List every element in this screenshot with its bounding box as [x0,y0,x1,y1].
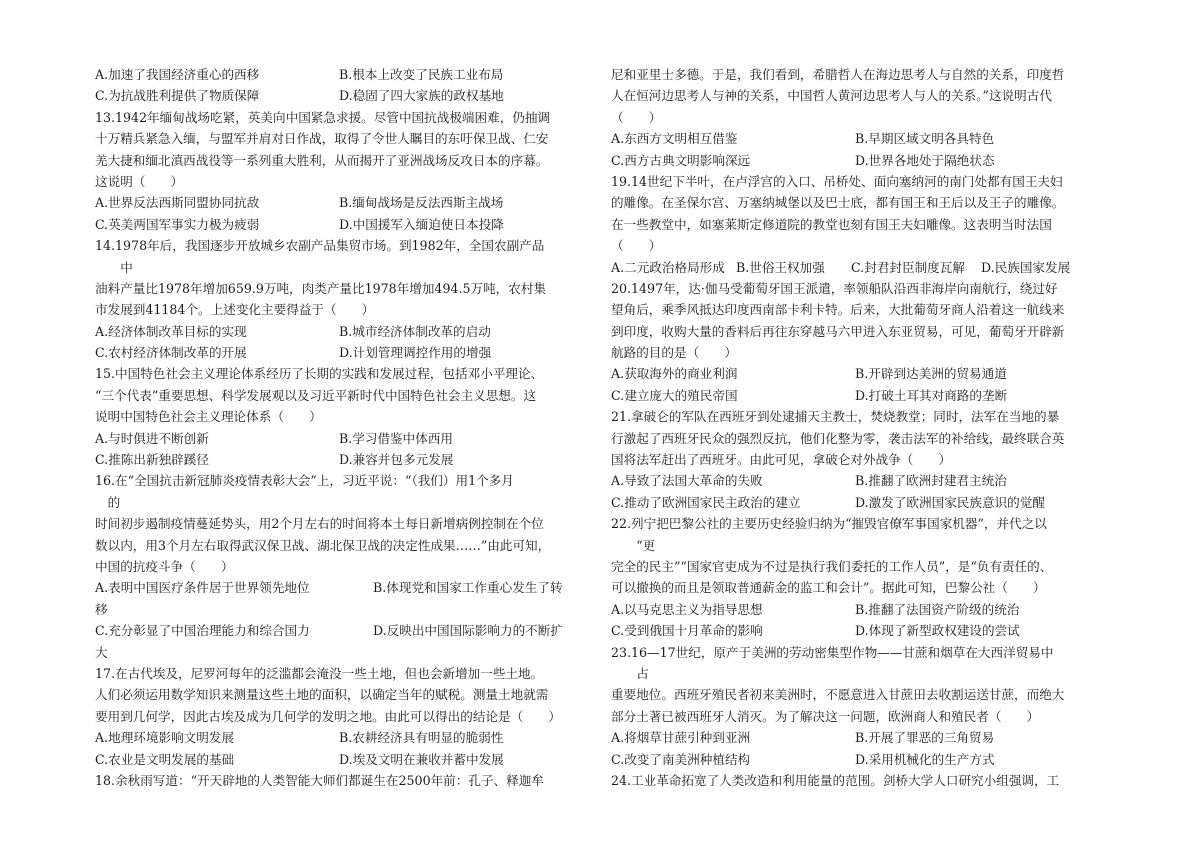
question-text-line: 18.余秋雨写道：“开天辟地的人类智能大师们都诞生在2500年前：孔子、释迦牟 [95,772,544,788]
question-text-line: 22.列宁把巴黎公社的主要历史经验归纳为“摧毁官僚军事国家机器”，并代之以 [611,516,1047,532]
question-text-line: 到印度，收购大量的香料后再往东穿越马六甲进入东亚贸易，可见，葡萄牙开辟新 [611,323,1065,339]
question-text-line: 20.1497年，达·伽马受葡萄牙国王派遣，率领船队沿西非海岸向南航行，绕过好 [611,280,1058,296]
question-text-line: 在一些教堂中，如塞莱斯定修道院的教堂也刻有国王夫妇雕像。这表明当时法国 [611,216,1052,232]
answer-option: A.二元政治格局形成 [611,259,725,275]
answer-option: C.农业是文明发展的基础 [95,751,235,767]
answer-option: A.世界反法西斯同盟协同抗敌 [95,195,260,211]
answer-options-row [95,620,610,641]
answer-option: D.中国援军入缅迫使日本投降 [339,216,504,232]
question-text-line: 13.1942年缅甸战场吃紧，英美向中国紧急求援。尽管中国抗战极端困难，仍抽调 [95,109,551,125]
answer-options-row [95,64,610,85]
question-text-line: 望角后，乘季风抵达印度西南部卡利卡特。后来，大批葡萄牙商人沿着这一航线来 [611,302,1065,318]
question-text-line: 16.在“全国抗击新冠肺炎疫情表彰大会”上，习近平说：“（我们）用1个多月 [95,473,514,489]
question-text-line: 要用到几何学，因此古埃及成为几何学的发明之地。由此可以得出的结论是（ ） [95,708,561,724]
question-text-line: 说明中国特色社会主义理论体系（ ） [95,409,322,425]
question-text-line: 部分土著已被西班牙人消灭。为了解决这一问题，欧洲商人和殖民者（ ） [611,708,1040,724]
answer-option: D.稳固了四大家族的政权基地 [339,88,504,104]
answer-options-row [95,321,610,342]
question-text-line: 21.拿破仑的军队在西班牙到处逮捕天主教士，焚烧教堂；同时，法军在当地的暴 [611,409,1060,425]
answer-options-row [95,214,610,235]
question-text-line: 移 [95,601,108,617]
answer-options-row [95,192,610,213]
question-text-line: 19.14世纪下半叶，在卢浮宫的入口、吊桥处、面向塞纳河的南门处都有国王夫妇 [611,173,1063,189]
answer-option: C.受到俄国十月革命的影响 [611,623,763,639]
answer-options-row [611,492,1126,513]
answer-option: C.英美两国军事实力极为疲弱 [95,216,260,232]
answer-option: B.缅甸战场是反法西斯主战场 [339,195,504,211]
answer-option: C.充分彰显了中国治理能力和综合国力 [95,623,310,639]
question-text-line: 人在恒河边思考人与神的关系，中国哲人黄河边思考人与人的关系。”这说明古代 [611,88,1052,104]
question-text-line: 国将法军赶出了西班牙。由此可见，拿破仑对外战争（ ） [611,452,952,468]
answer-option: C.为抗战胜利提供了物质保障 [95,88,260,104]
question-text-line: 行激起了西班牙民众的强烈反抗，他们化整为零，袭击法军的补给线，最终联合英 [611,430,1065,446]
answer-option: D.打破土耳其对商路的垄断 [855,387,1008,403]
answer-option: A.将烟草甘蔗引种到亚洲 [611,730,751,746]
question-text-line: 的 [95,494,121,510]
question-text-line: 十万精兵紧急入缅，与盟军并肩对日作战，取得了令世人瞩目的东吁保卫战、仁安 [95,131,549,147]
question-text-line: 的雕像。在圣保尔宫、万塞纳城堡以及巴士底，都有国王和王后以及王子的雕像。 [611,195,1065,211]
question-text-line: 中国的抗疫斗争（ ） [95,558,234,574]
answer-option: B.开展了罪恶的三角贸易 [855,730,995,746]
question-text-line: 24.工业革命拓宽了人类改造和利用能量的范围。剑桥大学人口研究小组强调，工 [611,772,1060,788]
answer-option: A.导致了法国大革命的失败 [611,473,763,489]
answer-option: B.推翻了欧洲封建君主统治 [855,473,1007,489]
right-column [611,64,1126,791]
answer-option: D.世界各地处于隔绝状态 [855,152,995,168]
answer-options-row [95,577,610,598]
question-text-line: 重要地位。西班牙殖民者初来美洲时，不愿意进入甘蔗田去收割运送甘蔗，而绝大 [611,687,1065,703]
answer-options-row [95,342,610,363]
question-text-line: 中 [95,259,133,275]
answer-option: A.以马克思主义为指导思想 [611,601,763,617]
question-text-line: 15.中国特色社会主义理论体系经历了长期的实践和发展过程，包括邓小平理论、 [95,366,544,382]
question-text-line: 时间初步遏制疫情蔓延势头，用2个月左右的时间将本土每日新增病例控制在个位 [95,516,544,532]
answer-option: A.加速了我国经济重心的西移 [95,67,260,82]
question-text-line: 14.1978年后，我国逐步开放城乡农副产品集贸市场。到1982年，全国农副产品 [95,238,545,254]
answer-option: A.东西方文明相互借鉴 [611,131,738,147]
answer-option: B.开辟到达美洲的贸易通道 [855,366,1007,382]
answer-options-row [95,428,610,449]
answer-option: A.经济体制改革目标的实现 [95,323,247,339]
question-text-line: “更 [611,537,656,553]
answer-option: B.推翻了法国资产阶级的统治 [855,601,1020,617]
answer-option: C.推动了欧洲国家民主政治的建立 [611,494,801,510]
answer-options-row [611,363,1126,384]
answer-option: A.表明中国医疗条件居于世界领先地位 [95,580,310,596]
answer-options-row [95,449,610,470]
answer-option: D.民族国家发展 [981,259,1071,275]
question-text-line: （ ） [611,238,662,254]
answer-options-row [611,257,1126,278]
answer-option: B.早期区域文明各具特色 [855,131,995,147]
answer-options-row [611,727,1126,748]
answer-option: D.兼容并包多元发展 [339,452,454,468]
answer-options-row [611,599,1126,620]
answer-options-row [611,128,1126,149]
question-text-line: （ ） [611,109,662,125]
answer-options-row [95,727,610,748]
answer-option: B.学习借鉴中体西用 [339,430,454,446]
answer-option: D.激发了欧洲国家民族意识的觉醒 [855,494,1045,510]
answer-option: D.采用机械化的生产方式 [855,751,995,767]
answer-option: C.封君封臣制度瓦解 [851,259,965,275]
answer-option: C.西方古典文明影响深远 [611,152,751,168]
question-text-line: 这说明（ ） [95,173,184,189]
question-text-line: 占 [611,665,649,681]
question-text-line: 17.在古代埃及，尼罗河每年的泛滥都会淹没一些土地，但也会新增加一些土地。 [95,665,544,681]
question-text-line: 油料产量比1978年增加659.9万吨，肉类产量比1978年增加494.5万吨，农村集 [95,280,547,296]
answer-option: B.根本上改变了民族工业布局 [339,67,504,82]
answer-option: A.地理环境影响文明发展 [95,730,235,746]
question-text-line: 羌大捷和缅北滇西战役等一系列重大胜利，从而揭开了亚洲战场反攻日本的序幕。 [95,152,549,168]
answer-option: C.推陈出新独辟蹊径 [95,452,209,468]
answer-option: A.获取海外的商业利润 [611,366,738,382]
answer-option: D.埃及文明在兼收并蓄中发展 [339,751,504,767]
question-text-line: “三个代表”重要思想、科学发展观以及习近平新时代中国特色社会主义思想。这 [95,387,537,403]
question-text-line: 完全的民主”“国家官吏成为不过是执行我们委托的工作人员”，是“负有责任的、 [611,558,1053,574]
question-text-line: 市发展到41184个。上述变化主要得益于（ ） [95,302,375,318]
question-text-line: 可以撤换的而且是领取普通薪金的监工和会计”。据此可知，巴黎公社（ ） [611,580,1046,596]
answer-option: D.反映出中国国际影响力的不断扩 [373,623,563,639]
answer-option: B.世俗王权加强 [736,259,825,275]
answer-option: A.与时俱进不断创新 [95,430,209,446]
answer-option: C.建立庞大的殖民帝国 [611,387,738,403]
answer-options-row [95,749,610,770]
answer-option: C.改变了南美洲种植结构 [611,751,751,767]
answer-option: D.计划管理调控作用的增强 [339,345,492,361]
left-column [95,64,610,791]
answer-option: D.体现了新型政权建设的尝试 [855,623,1020,639]
question-text-line: 人们必须运用数学知识来测量这些土地的面积，以确定当年的赋税。测量土地就需 [95,687,549,703]
answer-options-row [611,470,1126,491]
answer-options-row [611,749,1126,770]
answer-options-row [95,85,610,106]
answer-options-row [611,150,1126,171]
answer-option: B.体现党和国家工作重心发生了转 [373,580,563,596]
answer-options-row [611,620,1126,641]
answer-option: B.农耕经济具有明显的脆弱性 [339,730,504,746]
question-text-line: 数以内，用3个月左右取得武汉保卫战、湖北保卫战的决定性成果……”由此可知， [95,537,551,553]
question-text-line: 大 [95,644,108,660]
answer-options-row [611,385,1126,406]
question-text-line: 23.16—17世纪，原产于美洲的劳动密集型作物——甘蔗和烟草在大西洋贸易中 [611,644,1054,660]
question-text-line: 航路的目的是（ ） [611,345,737,361]
answer-option: C.农村经济体制改革的开展 [95,345,247,361]
answer-option: B.城市经济体制改革的启动 [339,323,491,339]
question-text-line: 尼和亚里士多德。于是，我们看到，希腊哲人在海边思考人与自然的关系，印度哲 [611,67,1065,82]
